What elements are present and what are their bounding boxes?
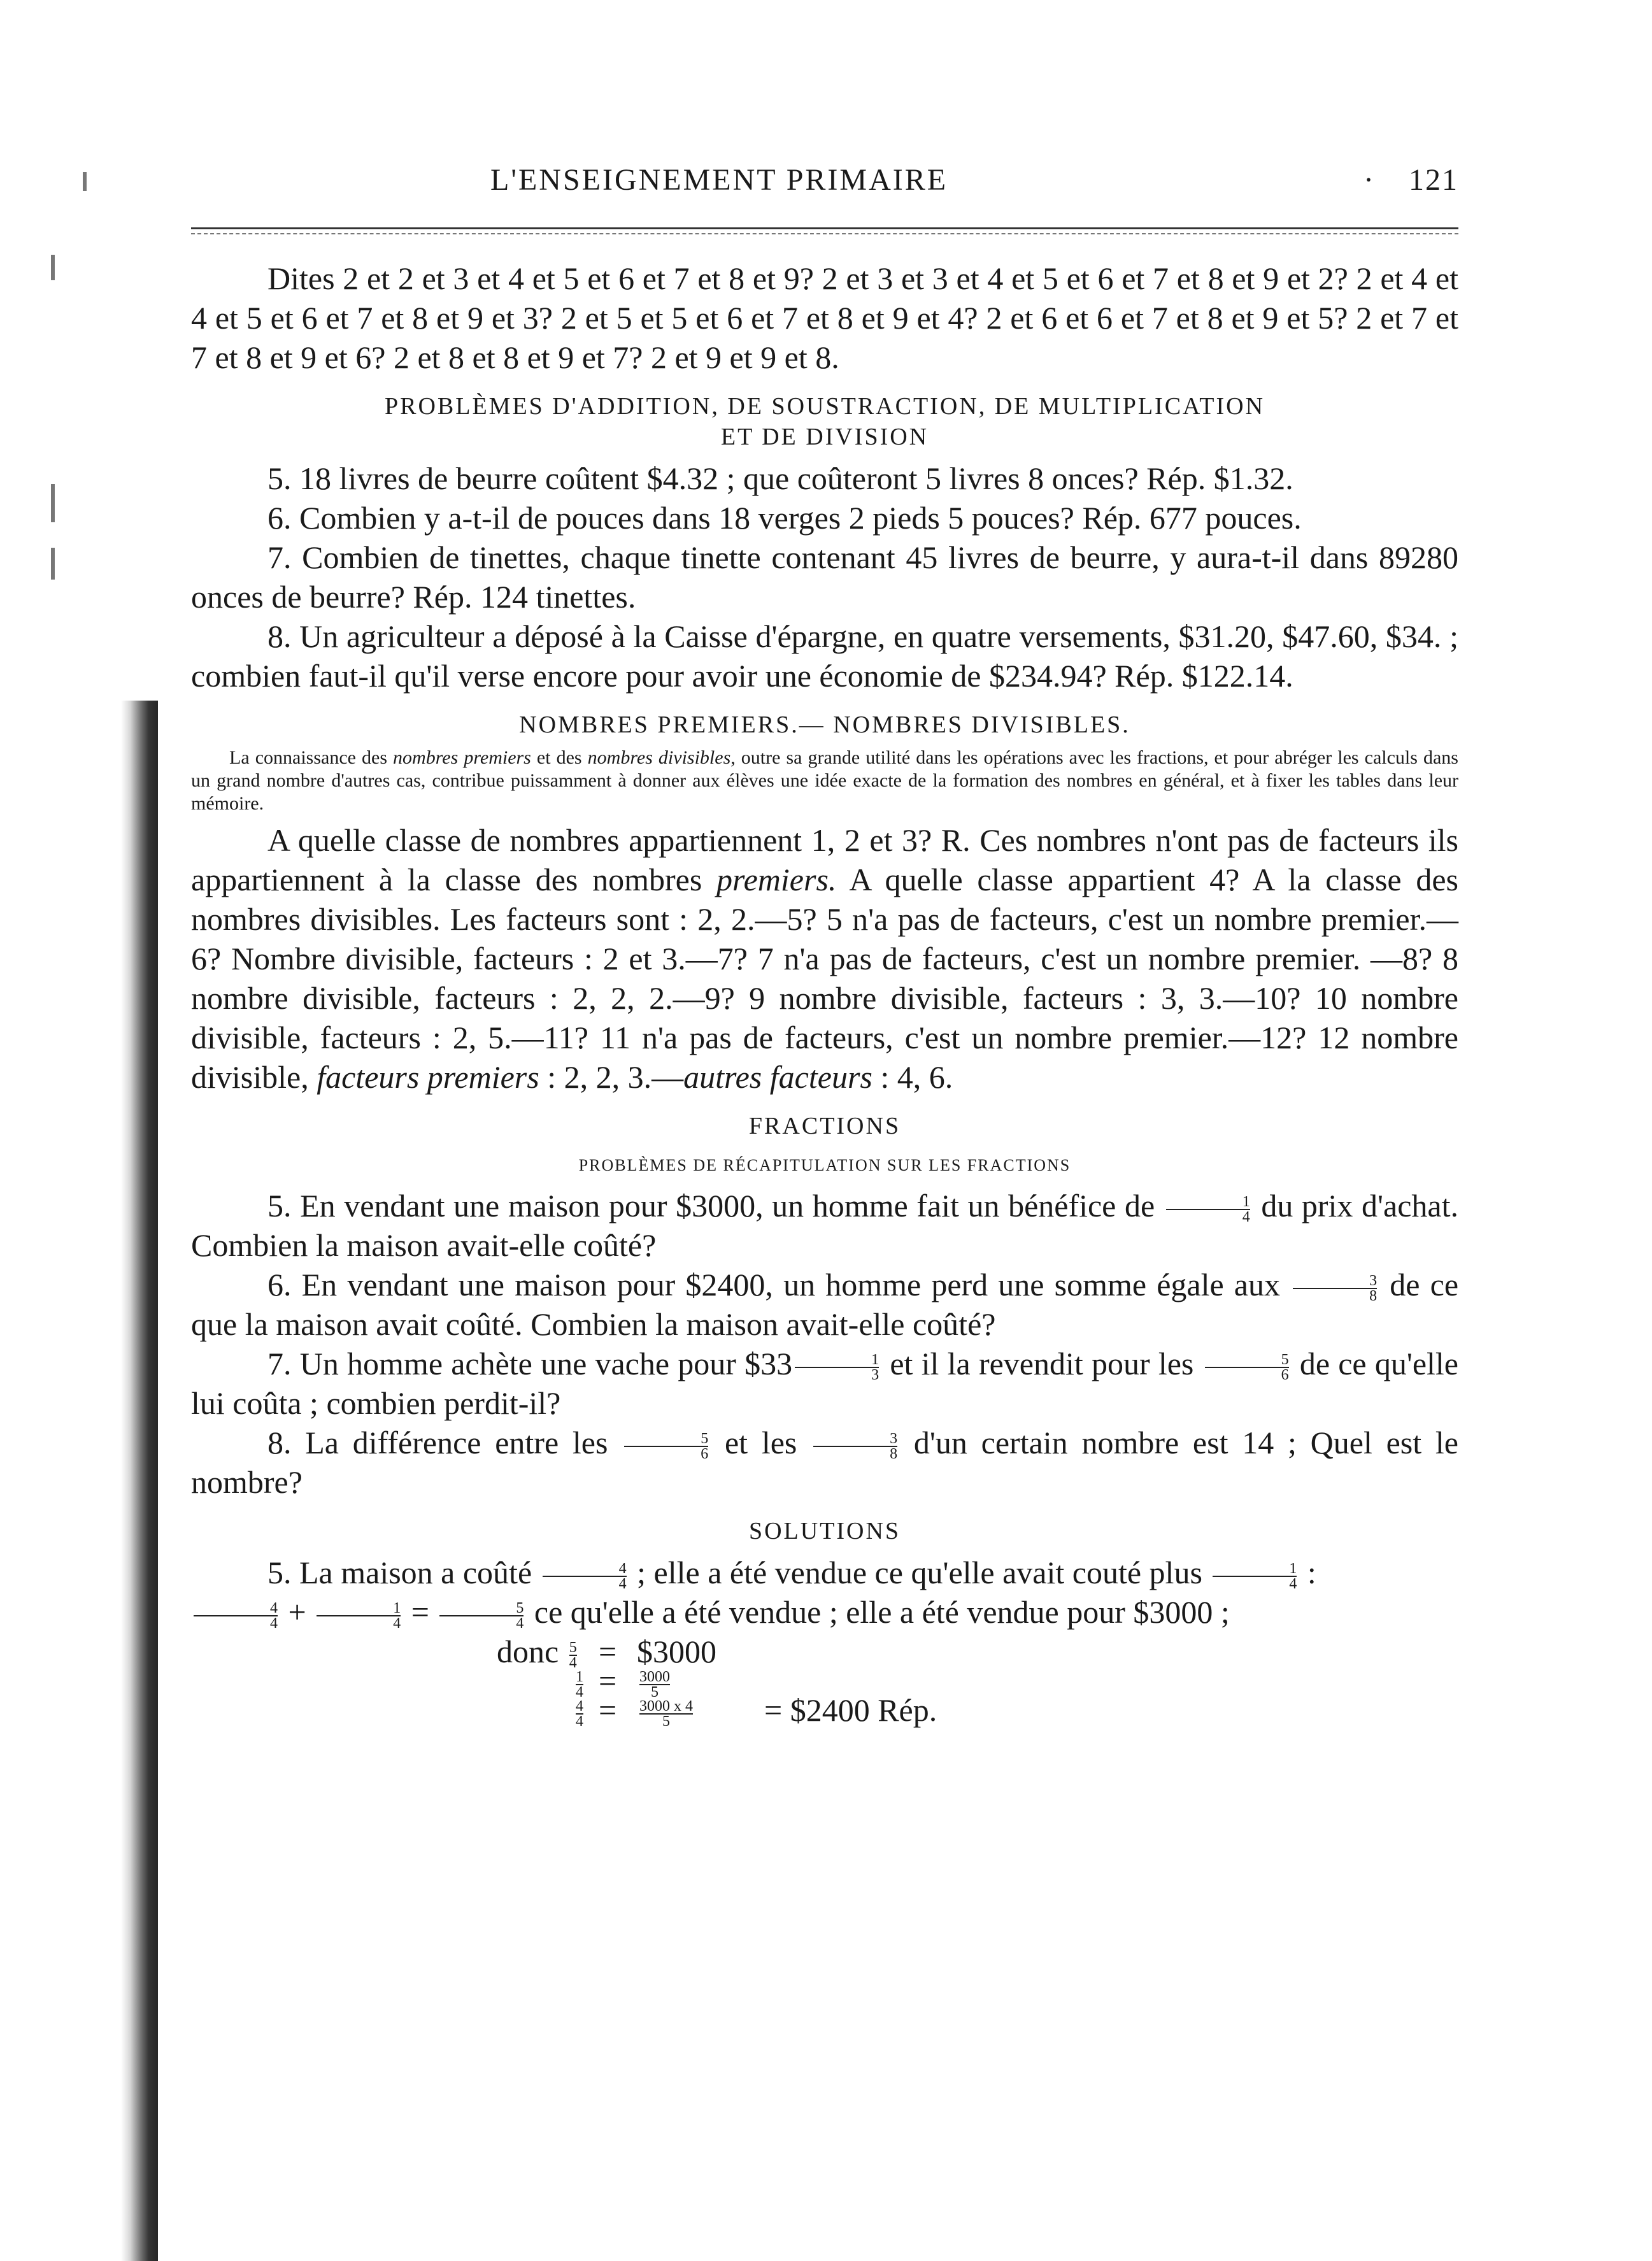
numerator: 1 xyxy=(1213,1562,1297,1577)
numerator: 3000 xyxy=(639,1668,670,1685)
equals-sign: = xyxy=(599,1692,617,1728)
fraction-problem-5 xyxy=(191,1186,1458,1265)
denominator: 4 xyxy=(393,1615,401,1632)
fraction xyxy=(1166,1195,1250,1224)
operator: = xyxy=(403,1594,438,1630)
primes-emphasis: autres facteurs xyxy=(683,1059,872,1095)
margin-mark xyxy=(51,548,55,580)
numerator: 5 xyxy=(624,1432,708,1447)
numerator: 3 xyxy=(1293,1274,1377,1289)
fraction-problem-7 xyxy=(191,1344,1458,1423)
problem-text: d'un certain nombre est 14 ; Quel est le nombre? xyxy=(191,1425,1458,1500)
numerator: 4 xyxy=(194,1601,278,1616)
problem-6: 6. Combien y a-t-il de pouces dans 18 verges 2 pieds 5 pouces? Rép. 677 pouces. xyxy=(267,500,1302,536)
margin-mark xyxy=(51,484,55,522)
fraction xyxy=(1293,1274,1377,1303)
denominator: 8 xyxy=(1369,1287,1378,1304)
primes-text: A quelle classe appartient 4? A la classe des nombres divisibles. Les facteurs sont : 2, 2.—5? 5 n'a pas de facteurs, c'est un nombre premier.—6? Nombre divisible, facteurs : 2 et 3.—7? 7 n'a pas de facteurs, c'est un nombre premier. —8? 8 nombre divisible, facteurs : 2, 2, 2.—9? 9 nombre divisible, facteurs : 3, 3.—10? 10 nombre divisible, facteurs : 2, 5.—11? 11 n'a pas de facteurs, c'est un nombre premier.—12? 12 nombre divisible, xyxy=(191,862,1458,1095)
fraction xyxy=(813,1432,897,1461)
fraction-problem-6 xyxy=(191,1265,1458,1344)
equals-sign: = xyxy=(599,1663,617,1699)
primes-emphasis: premiers. xyxy=(716,862,837,897)
denominator: 6 xyxy=(701,1445,709,1462)
fraction xyxy=(639,1699,693,1729)
solution-text: : xyxy=(1299,1555,1316,1590)
margin-mark xyxy=(83,172,87,191)
calc-value xyxy=(637,1666,673,1699)
problem-text: de ce que la maison avait coûté. Combien la maison avait-elle coûté? xyxy=(191,1267,1459,1342)
denominator: 8 xyxy=(890,1445,898,1462)
denominator: 4 xyxy=(516,1615,524,1632)
numerator: 3 xyxy=(813,1432,897,1447)
page xyxy=(191,150,1459,1730)
note-text: , outre sa grande utilité dans les opérations avec les fractions, et pour abréger les calculs dans un grand nombre d'autres cas, contribue puissamment à donner aux élèves une idée exacte de la formation des nombres en général, et à fixer les tables dans leur mémoire. xyxy=(191,747,1458,814)
numerator: 1 xyxy=(317,1601,401,1616)
primes-text: : 2, 2, 3.— xyxy=(539,1059,684,1095)
calc-result: = $2400 Rép. xyxy=(764,1692,937,1728)
denominator: 4 xyxy=(569,1654,577,1671)
page-title: L'ENSEIGNEMENT PRIMAIRE xyxy=(490,163,948,197)
numerator: 5 xyxy=(439,1601,523,1616)
solution-5 xyxy=(191,1553,1458,1632)
problem-text: 6. En vendant une maison pour $2400, un homme perd une somme égale aux xyxy=(267,1267,1291,1302)
fraction xyxy=(576,1699,583,1729)
calc-lhs xyxy=(573,1666,586,1699)
problem-text: du prix d'achat. Combien la maison avait-elle coûté? xyxy=(191,1188,1458,1263)
note-emphasis: nombres divisibles xyxy=(587,747,731,768)
numerator: 3000 x 4 xyxy=(639,1697,693,1715)
note-text: et des xyxy=(530,747,588,768)
numerator: 4 xyxy=(543,1562,627,1577)
calc-value: $3000 xyxy=(637,1634,716,1669)
solution-text: ce qu'elle a été vendue ; elle a été vendue pour $3000 ; xyxy=(526,1594,1230,1630)
numerator: 5 xyxy=(1205,1353,1289,1368)
problem-8: 8. Un agriculteur a déposé à la Caisse d'épargne, en quatre versements, $31.20, $47.60, $34. ; combien faut-il qu'il verse encore pour avoir une économie de $234.94? Rép. $122.14. xyxy=(191,618,1458,694)
calc-line-1 xyxy=(191,1634,1458,1671)
fraction xyxy=(194,1601,278,1630)
denominator: 6 xyxy=(1281,1366,1289,1383)
fraction xyxy=(624,1432,708,1461)
section-heading-primes: NOMBRES PREMIERS.— NOMBRES DIVISIBLES. xyxy=(519,711,1130,738)
denominator: 4 xyxy=(576,1683,583,1701)
fraction xyxy=(439,1601,523,1630)
calc-value xyxy=(637,1695,695,1729)
fraction xyxy=(576,1670,583,1699)
denominator: 4 xyxy=(270,1615,278,1632)
calc-line-2 xyxy=(191,1663,1458,1701)
running-head xyxy=(191,150,1458,207)
header-rule xyxy=(191,227,1458,234)
calc-lhs xyxy=(573,1695,586,1729)
fraction-problem-8 xyxy=(191,1423,1458,1502)
section-heading-solutions: SOLUTIONS xyxy=(748,1518,901,1544)
problem-text: 8. La différence entre les xyxy=(267,1425,622,1460)
denominator: 5 xyxy=(662,1713,670,1730)
problem-5: 5. 18 livres de beurre coûtent $4.32 ; que coûteront 5 livres 8 onces? Rép. $1.32. xyxy=(267,460,1293,496)
numerator: 1 xyxy=(795,1353,879,1368)
fraction xyxy=(317,1601,401,1630)
intro-paragraph: Dites 2 et 2 et 3 et 4 et 5 et 6 et 7 et 8 et 9? 2 et 3 et 3 et 4 et 5 et 6 et 7 et 8 et 9 et 2? 2 et 4 et 4 et 5 et 6 et 7 et 8 et 9 et 3? 2 et 5 et 5 et 6 et 7 et 8 et 9 et 4? 2 et 6 et 6 et 7 et 8 et 9 et 5? 2 et 7 et 7 et 8 et 9 et 6? 2 et 8 et 8 et 9 et 7? 2 et 9 et 9 et 8. xyxy=(191,260,1458,375)
solution-calculation xyxy=(191,1634,1458,1730)
solution-text: ; elle a été vendue ce qu'elle avait couté plus xyxy=(629,1555,1211,1590)
problem-text: 5. En vendant une maison pour $3000, un homme fait un bénéfice de xyxy=(267,1188,1164,1223)
denominator: 4 xyxy=(576,1713,583,1730)
denominator: 4 xyxy=(1242,1208,1250,1225)
spine-gutter xyxy=(121,701,158,2261)
problem-text: 7. Un homme achète une vache pour $33 xyxy=(267,1346,793,1381)
note-emphasis: nombres premiers xyxy=(393,747,531,768)
numerator: 1 xyxy=(576,1668,583,1685)
numerator: 4 xyxy=(576,1697,583,1715)
primes-paragraph xyxy=(191,820,1458,1097)
problem-text: de ce qu'elle lui coûta ; combien perdit-il? xyxy=(191,1346,1458,1421)
heading-line: PROBLÈMES D'ADDITION, DE SOUSTRACTION, DE MULTIPLICATION xyxy=(384,393,1265,420)
calc-line-3 xyxy=(191,1692,1458,1730)
denominator: 3 xyxy=(871,1366,879,1383)
fraction xyxy=(569,1641,577,1670)
heading-line: ET DE DIVISION xyxy=(720,424,929,450)
calc-donc xyxy=(497,1634,580,1671)
section-subheading-fractions: PROBLÈMES DE RÉCAPITULATION SUR LES FRACTIONS xyxy=(578,1156,1071,1174)
denominator: 4 xyxy=(1289,1575,1297,1592)
fraction xyxy=(795,1353,879,1382)
book-spine-shadow xyxy=(0,0,191,2261)
primes-text: A quelle classe de nombres appartiennent 1, 2 et 3? R. Ces nombres n'ont pas de facteurs ils appartiennent à la classe des nombres xyxy=(191,822,1458,897)
operator: + xyxy=(280,1594,315,1630)
numerator: 5 xyxy=(569,1639,577,1656)
note-text: La connaissance des xyxy=(229,747,394,768)
denominator: 5 xyxy=(651,1683,659,1701)
fraction xyxy=(543,1562,627,1591)
primes-emphasis: facteurs premiers xyxy=(317,1059,539,1095)
solution-text: 5. La maison a coûté xyxy=(267,1555,540,1590)
problem-text: et il la revendit pour les xyxy=(881,1346,1202,1381)
section-heading-fractions: FRACTIONS xyxy=(748,1113,901,1139)
page-number: 121 xyxy=(1409,163,1458,197)
problem-text: et les xyxy=(711,1425,811,1460)
header-dot: · xyxy=(1364,163,1376,197)
primes-note xyxy=(191,746,1458,815)
fraction xyxy=(1205,1353,1289,1382)
primes-text: : 4, 6. xyxy=(872,1059,953,1095)
denominator: 4 xyxy=(618,1575,627,1592)
donc-word: donc xyxy=(497,1634,559,1669)
numerator: 1 xyxy=(1166,1195,1250,1210)
fraction xyxy=(639,1670,670,1699)
fraction xyxy=(1213,1562,1297,1591)
section-heading-problems xyxy=(191,391,1458,452)
margin-mark xyxy=(51,255,55,280)
problem-7: 7. Combien de tinettes, chaque tinette contenant 45 livres de beurre, y aura-t-il dans 89280 onces de beurre? Rép. 124 tinettes. xyxy=(191,539,1458,615)
equals-sign: = xyxy=(599,1634,617,1669)
